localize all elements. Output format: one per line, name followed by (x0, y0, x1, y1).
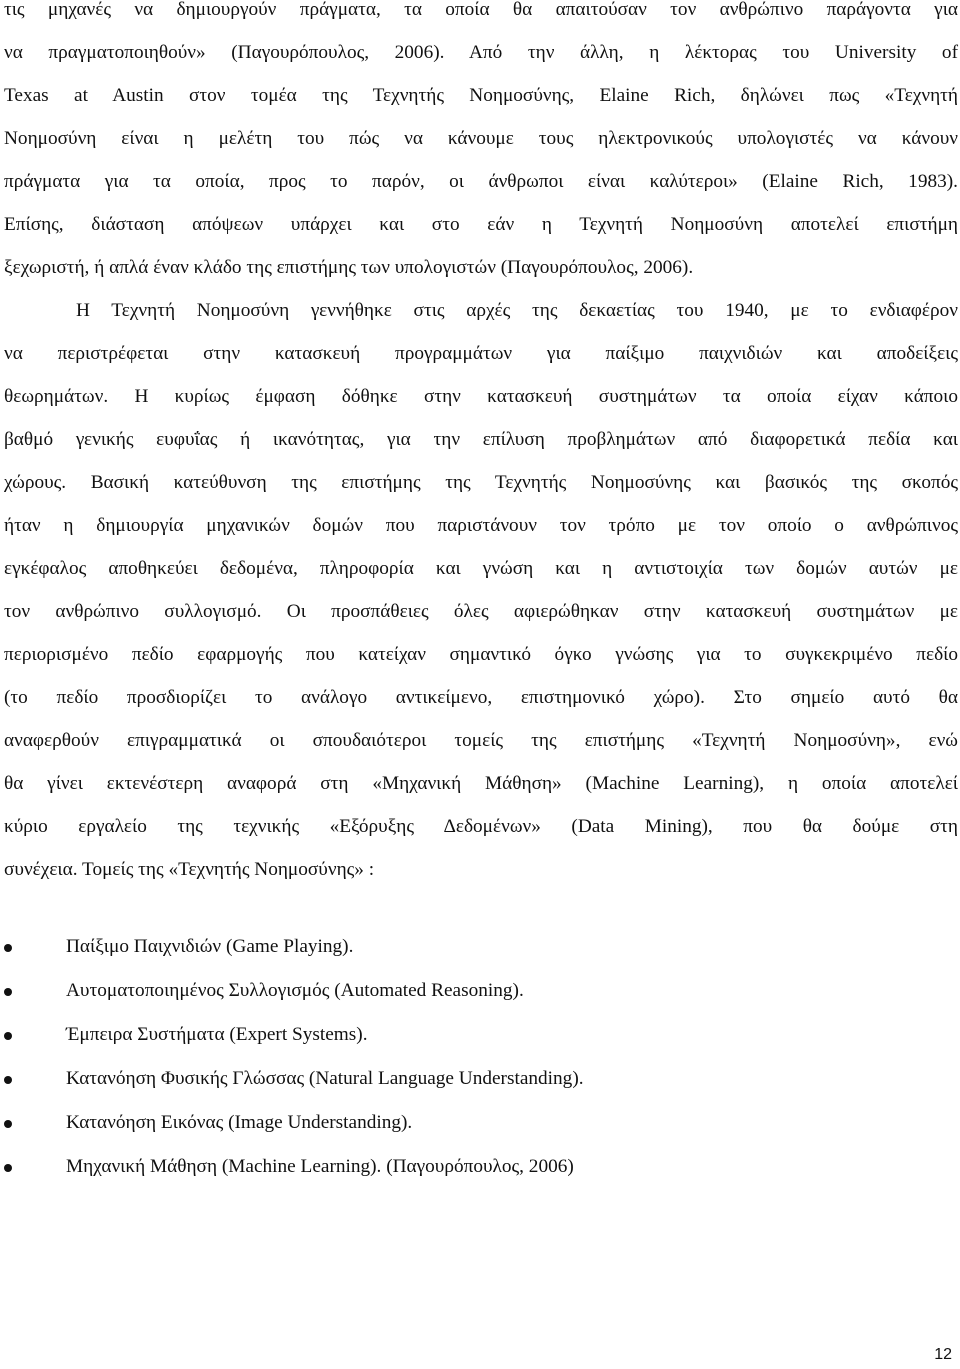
bullet-icon (4, 1164, 12, 1172)
list-item-text: Κατανόηση Εικόνας (Image Understanding). (66, 1112, 413, 1133)
text-line: θεωρημάτων. Η κυρίως έμφαση δόθηκε στην κατασκευή συστημάτων τα οποία είχαν κάποιο (4, 386, 958, 407)
text-line: ξεχωριστή, ή απλά έναν κλάδο της επιστήμης των υπολογιστών (Παγουρόπουλος, 2006). (4, 257, 694, 278)
text-line: τον ανθρώπινο συλλογισμό. Οι προσπάθειες όλες αφιερώθηκαν στην κατασκευή συστημάτων με (4, 601, 958, 622)
text-line: τις μηχανές να δημιουργούν πράγματα, τα οποία θα απαιτούσαν τον ανθρώπινο παράγοντα για (4, 0, 958, 20)
list-item-text: Παίξιμο Παιχνιδιών (Game Playing). (66, 936, 354, 957)
list-item (0, 1023, 960, 1053)
bullet-icon (4, 1076, 12, 1084)
text-line: ήταν η δημιουργία μηχανικών δομών που παριστάνουν τον τρόπο με τον οποίο ο ανθρώπινος (4, 515, 958, 536)
page-number: 12 (934, 1346, 952, 1363)
bullet-icon (4, 944, 12, 952)
text-line: πράγματα για τα οποία, προς το παρόν, οι άνθρωποι είναι καλύτεροι» (Elaine Rich, 1983). (4, 171, 958, 192)
bullet-icon (4, 1032, 12, 1040)
text-line: περιορισμένο πεδίο εφαρμογής που κατείχαν σημαντικό όγκο γνώσης για το συγκεκριμένο πεδίο (4, 644, 958, 665)
list-item (0, 1155, 960, 1185)
list-item (0, 1111, 960, 1141)
list-item-text: Αυτοματοποιημένος Συλλογισμός (Automated Reasoning). (66, 980, 524, 1001)
text-line: εγκέφαλος αποθηκεύει δεδομένα, πληροφορία και γνώση και η αντιστοιχία των δομών αυτών με (4, 558, 958, 579)
text-line: συνέχεια. Τομείς της «Τεχνητής Νοημοσύνης» : (4, 859, 375, 880)
list-item-text: Κατανόηση Φυσικής Γλώσσας (Natural Language Understanding). (66, 1068, 584, 1089)
text-line: αναφερθούν επιγραμματικά οι σπουδαιότεροι τομείς της επιστήμης «Τεχνητή Νοημοσύνη», ενώ (4, 730, 958, 751)
text-line: Επίσης, διάσταση απόψεων υπάρχει και στο εάν η Τεχνητή Νοημοσύνη αποτελεί επιστήμη (4, 214, 958, 235)
bullet-icon (4, 1120, 12, 1128)
text-line: κύριο εργαλείο της τεχνικής «Εξόρυξης Δεδομένων» (Data Mining), που θα δούμε στη (4, 816, 958, 837)
list-item (0, 1067, 960, 1097)
list-item-text: Έμπειρα Συστήματα (Expert Systems). (66, 1024, 368, 1045)
paragraph-first-line: Η Τεχνητή Νοημοσύνη γεννήθηκε στις αρχές της δεκαετίας του 1940, με το ενδιαφέρον (76, 300, 958, 321)
list-item (0, 935, 960, 965)
text-line: (το πεδίο προσδιορίζει το ανάλογο αντικείμενο, επιστημονικό χώρο). Στο σημείο αυτό θα (4, 687, 958, 708)
text-line: βαθμό γενικής ευφυΐας ή ικανότητας, για την επίλυση προβλημάτων από διαφορετικά πεδία και (4, 429, 958, 450)
text-line: Νοημοσύνη είναι η μελέτη του πώς να κάνουμε τους ηλεκτρονικούς υπολογιστές να κάνουν (4, 128, 958, 149)
text-line: να πραγματοποιηθούν» (Παγουρόπουλος, 2006). Από την άλλη, η λέκτορας του University of (4, 42, 958, 63)
text-line: θα γίνει εκτενέστερη αναφορά στη «Μηχανική Μάθηση» (Machine Learning), η οποία αποτελεί (4, 773, 958, 794)
text-line: να περιστρέφεται στην κατασκευή προγραμμάτων για παίξιμο παιχνιδιών και αποδείξεις (4, 343, 958, 364)
text-line: χώρους. Βασική κατεύθυνση της επιστήμης της Τεχνητής Νοημοσύνης και βασικός της σκοπός (4, 472, 958, 493)
list-item (0, 979, 960, 1009)
text-line: Texas at Austin στον τομέα της Τεχνητής Νοημοσύνης, Elaine Rich, δηλώνει πως «Τεχνητή (4, 85, 958, 106)
list-item-text: Μηχανική Μάθηση (Machine Learning). (Παγουρόπουλος, 2006) (66, 1156, 574, 1177)
bullet-icon (4, 988, 12, 996)
